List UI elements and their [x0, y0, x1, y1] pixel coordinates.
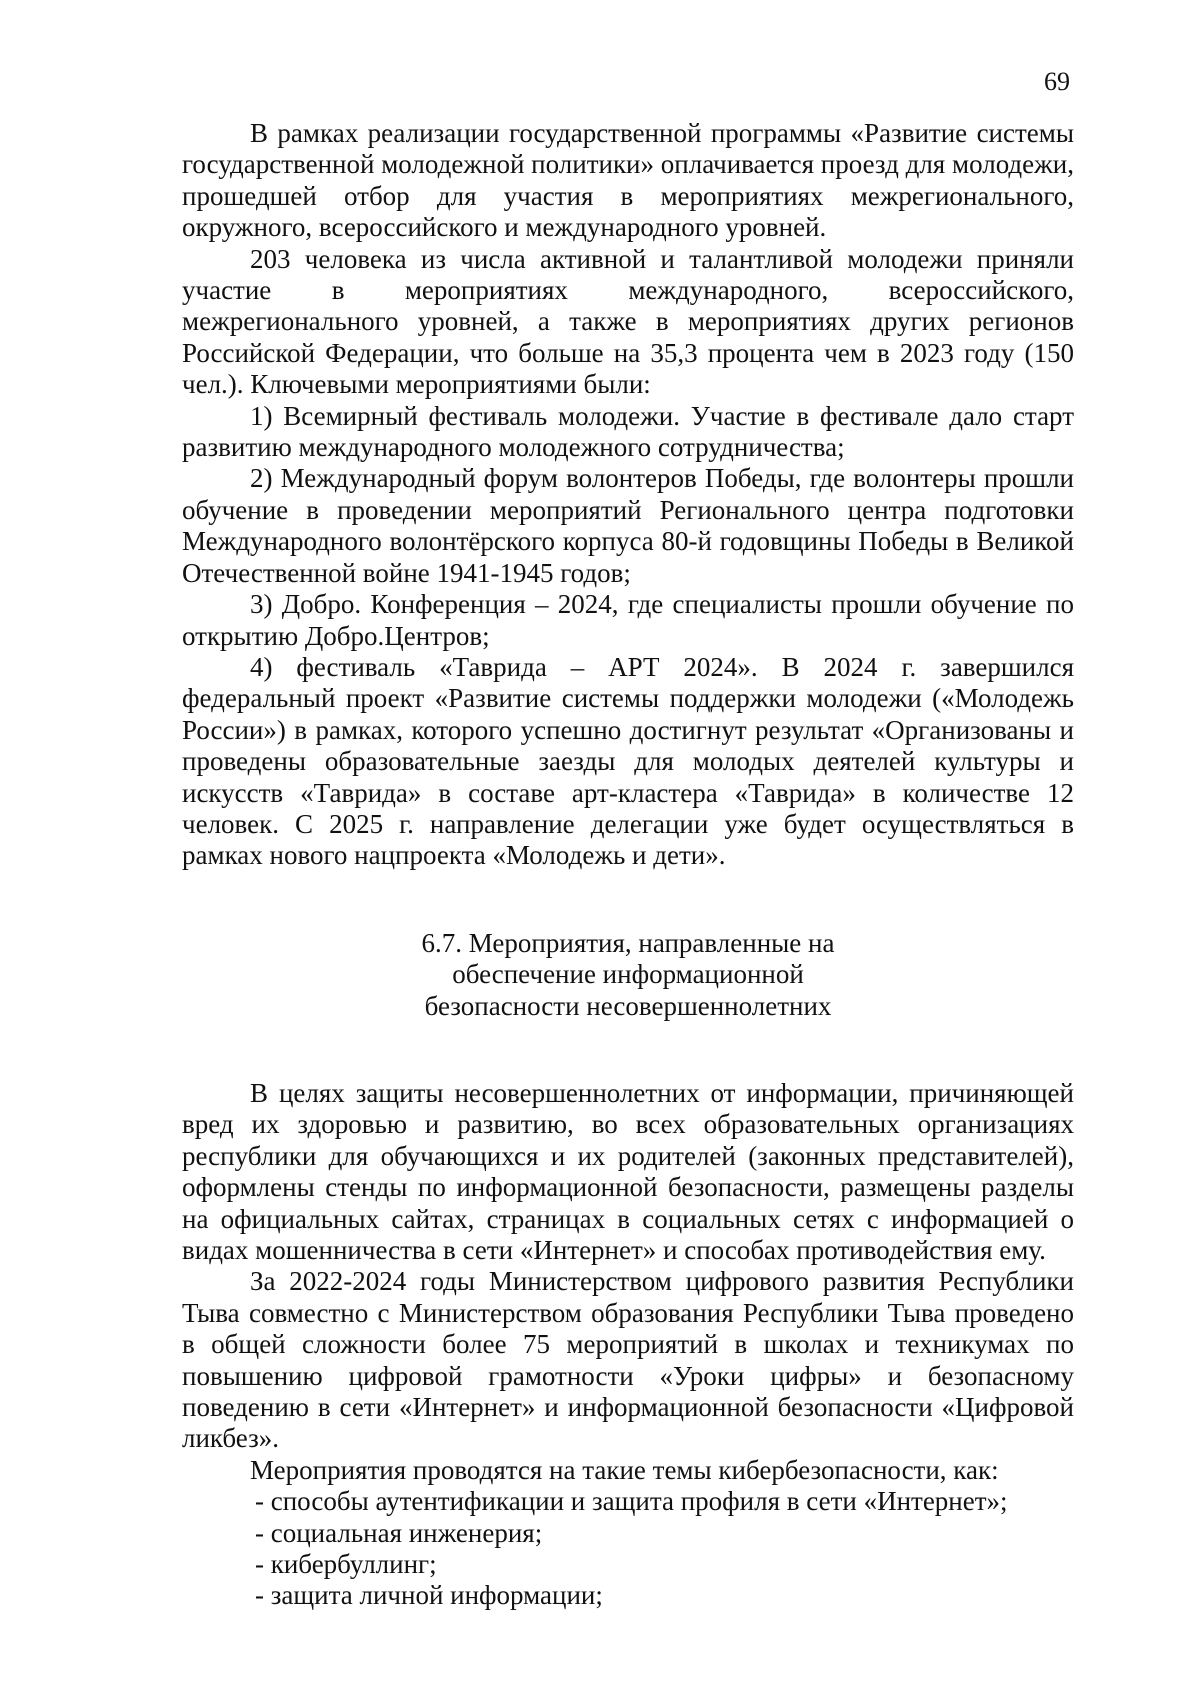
- list-item: - защита личной информации;: [255, 1580, 603, 1611]
- paragraph: Мероприятия проводятся на такие темы кибербезопасности, как:: [250, 1454, 999, 1485]
- paragraph: В целях защиты несовершеннолетних от информации, причиняющей вред их здоровью и развитию, во всех образовательных организациях республики для обучающихся и их родителей (законных представителей), оформлены стенды по информационной безопасности, размещены разделы на официальных сайтах, страницах в социальных сетях с информацией о видах мошенничества в сети «Интернет» и способах противодействия ему.: [182, 1077, 1074, 1265]
- paragraph: В рамках реализации государственной программы «Развитие системы государственной молодежной политики» оплачивается проезд для молодежи, прошедшей отбор для участия в мероприятиях межрегионального, окружного, всероссийского и международного уровней.: [182, 118, 1074, 243]
- list-item: - социальная инженерия;: [255, 1517, 543, 1548]
- section-heading: [182, 928, 1074, 1022]
- list-item: - способы аутентификации и защита профиля в сети «Интернет»;: [255, 1486, 1008, 1517]
- section-heading-line: безопасности несовершеннолетних: [424, 990, 832, 1021]
- topics-list: [182, 1486, 1074, 1612]
- list-paragraph: 4) фестиваль «Таврида – АРТ 2024». В 2024 г. завершился федеральный проект «Развитие системы поддержки молодежи («Молодежь России») в рамках, которого успешно достигнут результат «Организованы и проведены образовательные заезды для молодых деятелей культуры и искусств «Таврида» в составе арт-кластера «Таврида» в количестве 12 человек. С 2025 г. направление делегации уже будет осуществляться в рамках нового нацпроекта «Молодежь и дети».: [182, 651, 1074, 871]
- section-heading-line: 6.7. Мероприятия, направленные на: [421, 927, 835, 958]
- page-number: 69: [1044, 67, 1070, 96]
- paragraph: За 2022-2024 годы Министерством цифрового развития Республики Тыва совместно с Министерством образования Республики Тыва проведено в общей сложности более 75 мероприятий в школах и техникумах по повышению цифровой грамотности «Уроки цифры» и безопасному поведению в сети «Интернет» и информационной безопасности «Цифровой ликбез».: [182, 1266, 1074, 1454]
- page-content: [182, 118, 1074, 1612]
- paragraph: 203 человека из числа активной и талантливой молодежи приняли участие в мероприятиях международного, всероссийского, межрегионального уровней, а также в мероприятиях других регионов Российской Федерации, что больше на 35,3 процента чем в 2023 году (150 чел.). Ключевыми мероприятиями были:: [182, 243, 1074, 400]
- section-heading-line: обеспечение информационной: [452, 959, 804, 990]
- list-paragraph: 3) Добро. Конференция – 2024, где специалисты прошли обучение по открытию Добро.Центров;: [182, 589, 1074, 651]
- list-item: - кибербуллинг;: [255, 1549, 437, 1580]
- list-paragraph: 1) Всемирный фестиваль молодежи. Участие в фестивале дало старт развитию международного молодежного сотрудничества;: [182, 400, 1074, 463]
- list-paragraph: 2) Международный форум волонтеров Победы, где волонтеры прошли обучение в проведении мероприятий Регионального центра подготовки Международного волонтёрского корпуса 80-й годовщины Победы в Великой Отечественной войне 1941-1945 годов;: [182, 463, 1074, 588]
